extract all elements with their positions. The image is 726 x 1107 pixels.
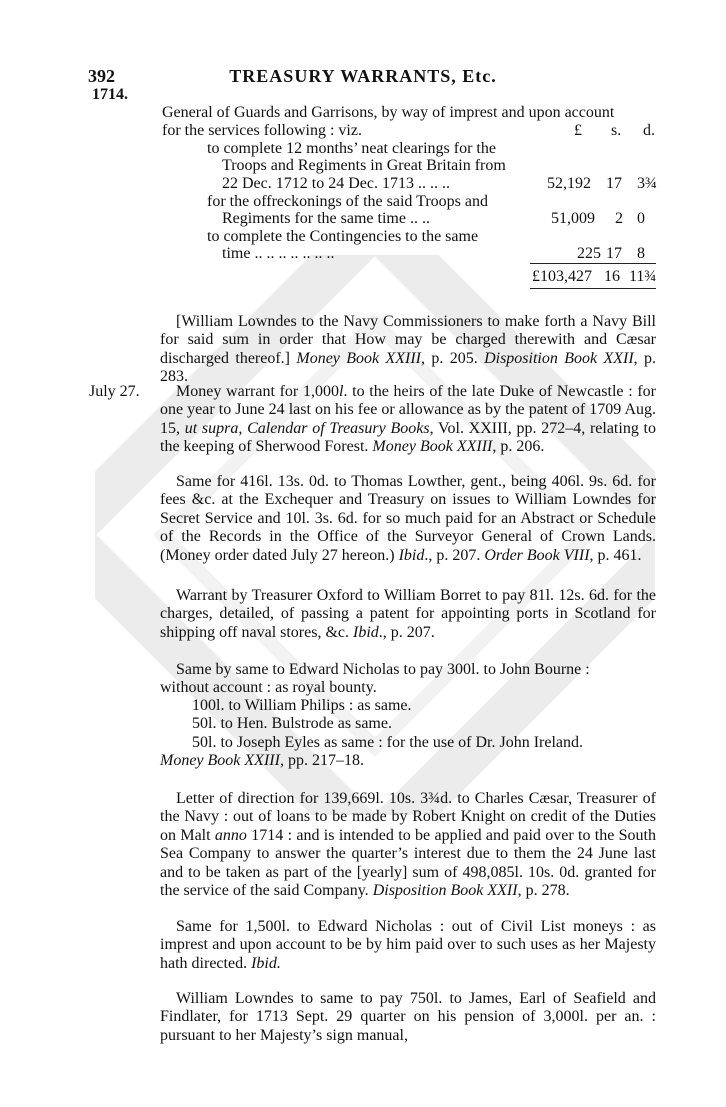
bounty-line-2: without account : as royal bounty. [160, 679, 377, 696]
col-head-pence: d. [643, 122, 655, 139]
running-head: TREASURY WARRANTS, Etc. [229, 66, 497, 86]
col-head-shillings: s. [611, 122, 622, 139]
paragraph-newcastle: Money warrant for 1,000l. to the heirs of the late Duke of Newcastle : for one year to June 24 last on his fee or allowance as by the patent of 1709 Aug. 15, ut supra, Calendar of Treasury Books, Vol. XXIII, pp. 272–4, relating to the keeping of Sherwood Forest. Money Book XXIII, p. 206. [160, 383, 657, 456]
total-shillings: 16 [604, 268, 620, 285]
item-3-line-a: to complete the Contingencies to the same [207, 228, 479, 245]
item-2-pence: 0 [637, 210, 645, 227]
paragraph-nicholas: Same for 1,500l. to Edward Nicholas : out of Civil List moneys : as imprest and upon account to be by him paid over to such uses as her Majesty hath directed. Ibid. [160, 918, 656, 972]
item-2-line-a: for the offreckonings of the said Troops and [207, 193, 488, 210]
paragraph-lowther: Same for 416l. 13s. 0d. to Thomas Lowther, gent., being 406l. 9s. 6d. for fees &c. at the Exchequer and Treasury on issues to William Lowndes for Secret Service and 10l. 3s. 6d. for so much paid for an Abstract or Schedule of the Records in the Office of the Surveyor General of Crown Lands. (Money order dated July 27 hereon.) Ibid., p. 207. Order Book VIII, p. 461. [160, 473, 656, 564]
bounty-line-1: Same by same to Edward Nicholas to pay 300l. to John Bourne : [176, 661, 590, 678]
item-2-line-c: Regiments for the same time .. .. [222, 210, 430, 227]
total-rule-top [530, 263, 656, 264]
item-1-shillings: 17 [606, 175, 622, 192]
paragraph-caesar: Letter of direction for 139,669l. 10s. 3¾d. to Charles Cæsar, Treasurer of the Navy : out of loans to be made by Robert Knight on credit of the Duties on Malt anno 1714 : and is intended to be applied and paid over to the South Sea Company to answer the quarter’s interest due to them the 24 June last and to be taken as part of the [yearly] sum of 498,085l. 10s. 0d. granted for the service of the said Company. Disposition Book XXII, p. 278. [160, 790, 657, 900]
bounty-line-6: Money Book XXIII, pp. 217–18. [160, 752, 364, 769]
paragraph-borret: Warrant by Treasurer Oxford to William Borret to pay 81l. 12s. 6d. for the charges, detailed, of passing a patent for appointing ports in Scotland for shipping off naval stores, &c. Ibid., p. 207. [160, 587, 656, 641]
page-number: 392 [88, 66, 115, 86]
bounty-line-4: 50l. to Hen. Bulstrode as same. [192, 715, 392, 732]
col-head-pounds: £ [574, 122, 582, 139]
margin-year: 1714. [92, 86, 128, 103]
total-pence: 11¾ [629, 268, 657, 285]
margin-date: July 27. [89, 383, 140, 400]
continuation-line-1: General of Guards and Garrisons, by way of imprest and upon account [162, 104, 615, 121]
continuation-line-2: for the services following : viz. [162, 122, 362, 139]
total-rule-bottom [530, 288, 656, 289]
item-1-line-b: Troops and Regiments in Great Britain from [222, 157, 506, 174]
item-1-line-a: to complete 12 months’ neat clearings for the [207, 140, 496, 157]
bounty-line-5: 50l. to Joseph Eyles as same : for the use of Dr. John Ireland. [192, 734, 584, 751]
item-2-pounds: 51,009 [551, 210, 595, 227]
item-2-shillings: 2 [615, 210, 623, 227]
item-3-pounds: 225 [577, 245, 601, 262]
item-1-pounds: 52,192 [547, 175, 591, 192]
item-3-line-c: time .. .. .. .. .. .. .. [222, 245, 335, 262]
item-1-pence: 3¾ [637, 175, 657, 192]
paragraph-navy-bill: [William Lowndes to the Navy Commissioners to make forth a Navy Bill for said sum in order that How may be charged therewith and Cæsar discharged thereof.] Money Book XXIII, p. 205. Disposition Book XXII, p. 283. [160, 313, 657, 386]
item-3-pence: 8 [637, 245, 645, 262]
total-pounds: £103,427 [532, 268, 592, 285]
paragraph-seafield: William Lowndes to same to pay 750l. to James, Earl of Seafield and Findlater, for 1713 Sept. 29 quarter on his pension of 3,000l. per an. : pursuant to her Majesty’s sign manual, [160, 990, 656, 1044]
item-3-shillings: 17 [606, 245, 622, 262]
item-1-line-c: 22 Dec. 1712 to 24 Dec. 1713 .. .. .. [222, 175, 450, 192]
bounty-line-3: 100l. to William Philips : as same. [192, 697, 412, 714]
